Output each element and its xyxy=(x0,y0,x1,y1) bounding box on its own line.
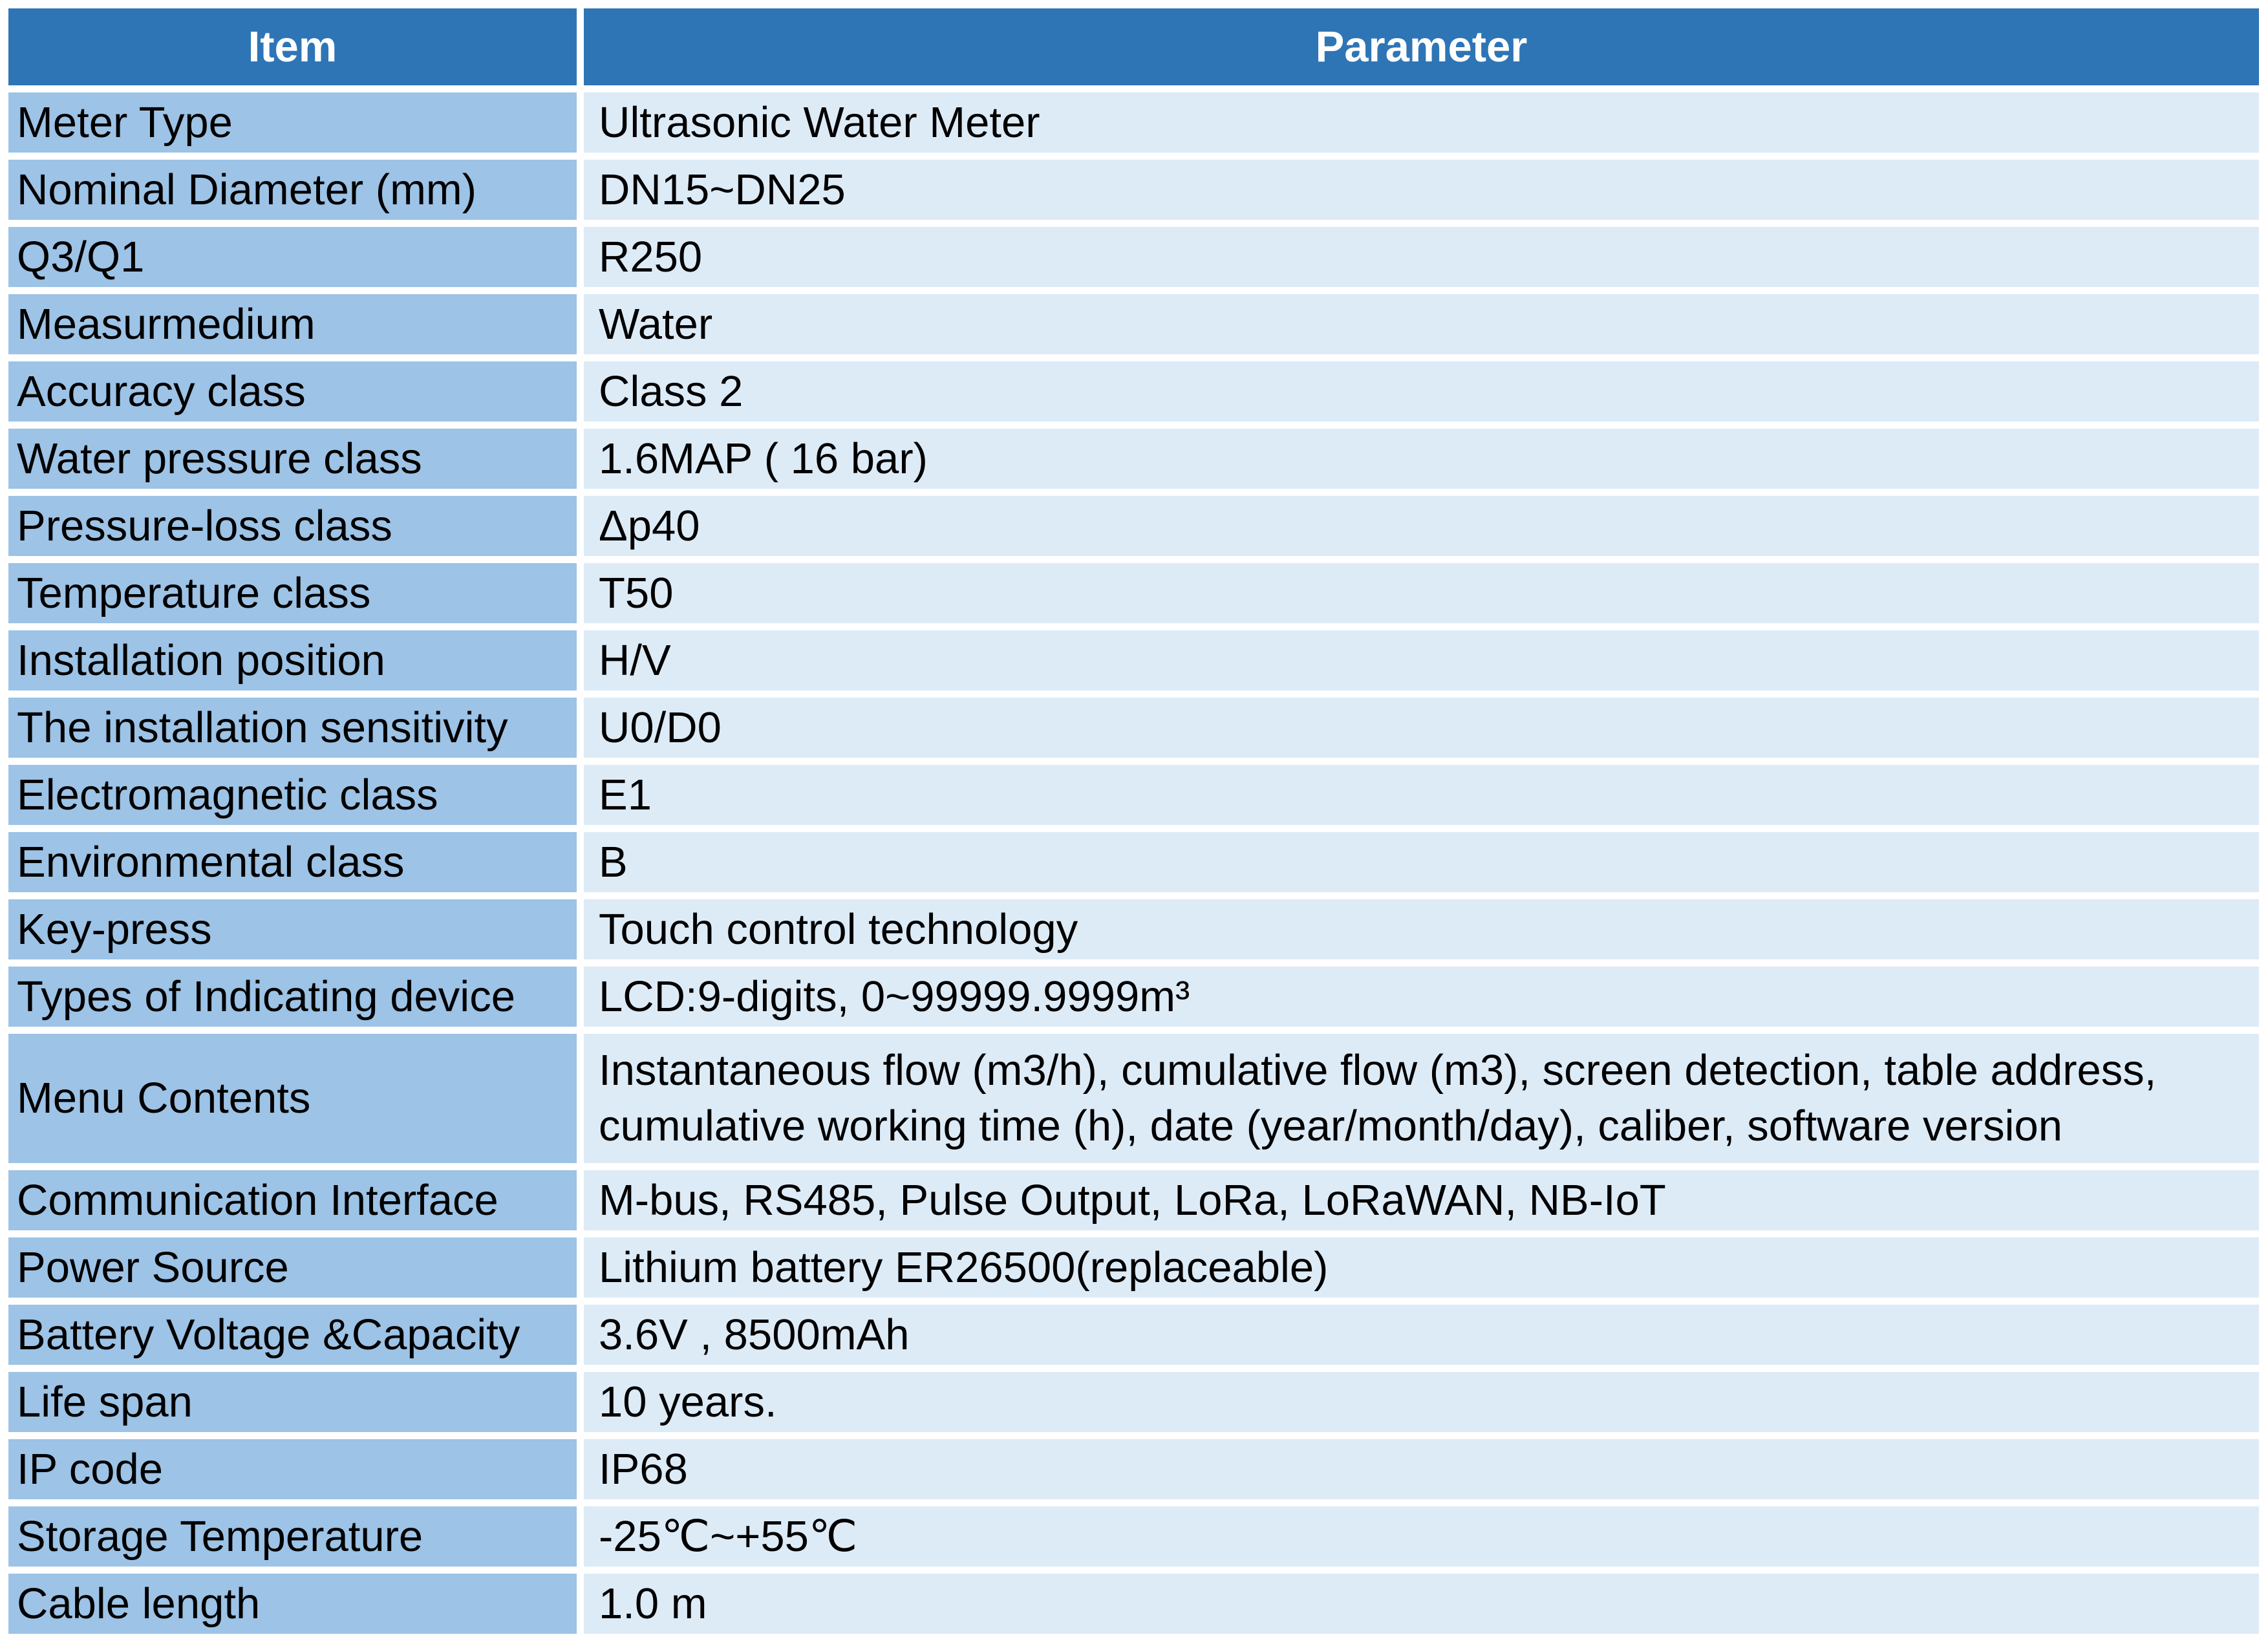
param-q3-q1: R250 xyxy=(584,227,2259,287)
param-environmental-class: B xyxy=(584,832,2259,892)
param-nominal-diameter: DN15~DN25 xyxy=(584,160,2259,220)
item-q3-q1: Q3/Q1 xyxy=(8,227,577,287)
item-nominal-diameter: Nominal Diameter (mm) xyxy=(8,160,577,220)
item-storage-temperature: Storage Temperature xyxy=(8,1506,577,1567)
item-communication-interface: Communication Interface xyxy=(8,1170,577,1230)
item-installation-position: Installation position xyxy=(8,630,577,690)
item-cable-length: Cable length xyxy=(8,1574,577,1634)
item-key-press: Key-press xyxy=(8,899,577,959)
param-pressure-loss-class: Δp40 xyxy=(584,496,2259,556)
header-item: Item xyxy=(8,8,577,85)
param-accuracy-class: Class 2 xyxy=(584,361,2259,422)
param-battery-voltage-capacity: 3.6V , 8500mAh xyxy=(584,1305,2259,1365)
param-communication-interface: M-bus, RS485, Pulse Output, LoRa, LoRaWAN, NB-IoT xyxy=(584,1170,2259,1230)
item-meter-type: Meter Type xyxy=(8,92,577,153)
item-power-source: Power Source xyxy=(8,1237,577,1298)
param-indicating-device: LCD:9-digits, 0~99999.9999m³ xyxy=(584,967,2259,1027)
item-environmental-class: Environmental class xyxy=(8,832,577,892)
item-menu-contents: Menu Contents xyxy=(8,1034,577,1163)
item-ip-code: IP code xyxy=(8,1439,577,1499)
param-temperature-class: T50 xyxy=(584,563,2259,623)
item-temperature-class: Temperature class xyxy=(8,563,577,623)
item-measurmedium: Measurmedium xyxy=(8,294,577,354)
header-parameter: Parameter xyxy=(584,8,2259,85)
param-installation-position: H/V xyxy=(584,630,2259,690)
param-key-press: Touch control technology xyxy=(584,899,2259,959)
item-pressure-loss-class: Pressure-loss class xyxy=(8,496,577,556)
item-installation-sensitivity: The installation sensitivity xyxy=(8,698,577,758)
param-meter-type: Ultrasonic Water Meter xyxy=(584,92,2259,153)
item-electromagnetic-class: Electromagnetic class xyxy=(8,765,577,825)
param-measurmedium: Water xyxy=(584,294,2259,354)
param-installation-sensitivity: U0/D0 xyxy=(584,698,2259,758)
param-cable-length: 1.0 m xyxy=(584,1574,2259,1634)
item-battery-voltage-capacity: Battery Voltage &Capacity xyxy=(8,1305,577,1365)
item-water-pressure-class: Water pressure class xyxy=(8,429,577,489)
param-life-span: 10 years. xyxy=(584,1372,2259,1432)
spec-table xyxy=(8,8,2259,1634)
param-storage-temperature: -25℃~+55℃ xyxy=(584,1506,2259,1567)
param-menu-contents-text: Instantaneous flow (m3/h), cumulative flow (m3), screen detection, table address, cumulative working time (h), date (year/month/day), caliber, software version xyxy=(599,1046,2157,1150)
item-life-span: Life span xyxy=(8,1372,577,1432)
param-electromagnetic-class: E1 xyxy=(584,765,2259,825)
param-water-pressure-class: 1.6MAP ( 16 bar) xyxy=(584,429,2259,489)
param-ip-code: IP68 xyxy=(584,1439,2259,1499)
item-indicating-device: Types of Indicating device xyxy=(8,967,577,1027)
param-power-source: Lithium battery ER26500(replaceable) xyxy=(584,1237,2259,1298)
param-menu-contents xyxy=(584,1034,2259,1163)
item-accuracy-class: Accuracy class xyxy=(8,361,577,422)
